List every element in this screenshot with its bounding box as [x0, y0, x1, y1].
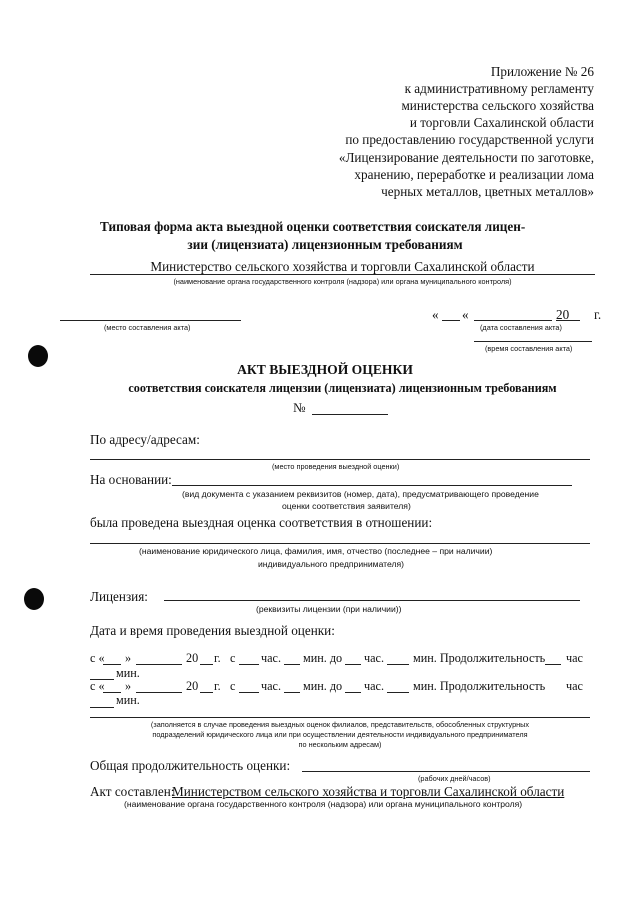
row2-hour-tail: час	[566, 679, 583, 693]
date-year-suffix: г.	[594, 307, 602, 322]
act-title: АКТ ВЫЕЗДНОЙ ОЦЕНКИ	[237, 362, 413, 377]
row2-duration: мин. Продолжительность	[413, 679, 546, 693]
license-line	[164, 600, 580, 601]
time-caption: (время составления акта)	[485, 344, 573, 353]
compiled-caption: (наименование органа государственного контроля (надзора) или органа муниципального контроля)	[124, 799, 523, 809]
address-caption: (место проведения выездной оценки)	[272, 462, 400, 471]
row1-year-line	[200, 664, 213, 665]
basis-label: На основании:	[90, 472, 172, 487]
punch-hole-bottom	[24, 588, 44, 610]
compiled-value: Министерством сельского хозяйства и торговли Сахалинской области	[172, 784, 565, 799]
row2-hour2: час.	[364, 679, 384, 693]
appendix-line-3: министерства сельского хозяйства	[401, 98, 594, 113]
row2-hour2-line	[345, 692, 361, 693]
row1-year: 20	[186, 651, 199, 665]
appendix-line-6: «Лицензирование деятельности по заготовке,	[338, 150, 594, 165]
basis-caption-2: оценки соответствия заявителя)	[282, 501, 411, 511]
row1-s: с	[230, 651, 236, 665]
row2-g: г.	[214, 679, 221, 693]
note-line-1: (заполняется в случае проведения выездных оценок филиалов, представительств, обособленных структурных	[150, 720, 530, 729]
row2-month-line	[136, 692, 182, 693]
row2-s: с	[230, 679, 236, 693]
row2-hour: час.	[261, 679, 281, 693]
row1-hour-line	[239, 664, 259, 665]
row2-min2-line	[387, 692, 409, 693]
date-quote-open: «	[432, 307, 439, 322]
act-subtitle: соответствия соискателя лицензии (лицензиата) лицензионным требованиям	[128, 381, 557, 395]
organ-underline	[90, 274, 595, 275]
total-line	[302, 771, 590, 772]
date-month-line	[474, 320, 552, 321]
row1-hour2: час.	[364, 651, 384, 665]
row2-year-line	[200, 692, 213, 693]
appendix-line-8: черных металлов, цветных металлов»	[381, 184, 594, 199]
place-caption: (место составления акта)	[104, 323, 191, 332]
date-year-prefix: 20	[556, 307, 570, 322]
row1-min-do: мин. до	[303, 651, 343, 665]
compiled-label: Акт составлен:	[90, 784, 175, 799]
date-year-line	[556, 320, 580, 321]
date-quote-close: «	[462, 307, 469, 322]
row2-close-q: »	[125, 679, 132, 693]
basis-caption-1: (вид документа с указанием реквизитов (номер, дата), предусматривающего проведение	[182, 489, 539, 499]
license-label: Лицензия:	[90, 589, 148, 604]
license-caption: (реквизиты лицензии (при наличии))	[256, 604, 402, 614]
organ-caption: (наименование органа государственного контроля (надзора) или органа муниципального контроля)	[173, 277, 512, 286]
organ-name: Министерство сельского хозяйства и торговли Сахалинской области	[150, 259, 535, 274]
regarding-caption-2: индивидуального предпринимателя)	[258, 559, 405, 569]
row2-c: с «	[90, 679, 105, 693]
act-number-label: №	[293, 400, 306, 415]
appendix-line-4: и торговли Сахалинской области	[409, 115, 594, 130]
row1-month-line	[136, 664, 182, 665]
row1-hour2-line	[345, 664, 361, 665]
total-caption: (рабочих дней/часов)	[418, 774, 491, 783]
note-line-2: подразделений юридического лица или при осуществлении деятельности индивидуального предпринимателя	[152, 730, 528, 739]
note-line	[90, 717, 590, 718]
regarding-line	[90, 543, 590, 544]
datetime-label: Дата и время проведения выездной оценки:	[90, 623, 335, 638]
address-label: По адресу/адресам:	[90, 432, 200, 447]
punch-hole-top	[28, 345, 48, 367]
row1-g: г.	[214, 651, 221, 665]
row2-year: 20	[186, 679, 199, 693]
row1-hour: час.	[261, 651, 281, 665]
row1-day-line	[103, 664, 121, 665]
row1-close-q: »	[125, 651, 132, 665]
date-day-line	[442, 320, 460, 321]
row2-min-do: мин. до	[303, 679, 343, 693]
row2-min-end: мин.	[116, 693, 140, 707]
basis-line	[172, 485, 572, 486]
note-line-3: по нескольким адресам)	[298, 740, 382, 749]
form-title-line-2: зии (лицензиата) лицензионным требованиям	[187, 237, 463, 252]
total-label: Общая продолжительность оценки:	[90, 758, 291, 773]
appendix-line-1: Приложение № 26	[490, 64, 594, 79]
row1-min2-line	[387, 664, 409, 665]
row1-dur-line	[545, 664, 561, 665]
row2-min-end-line	[90, 707, 114, 708]
row2-hour-line	[239, 692, 259, 693]
date-caption: (дата составления акта)	[480, 323, 562, 332]
appendix-line-5: по предоставлению государственной услуги	[345, 132, 594, 147]
row2-min-line	[284, 692, 300, 693]
act-number-line	[312, 414, 388, 415]
row1-duration: мин. Продолжительность	[413, 651, 546, 665]
regarding-caption-1: (наименование юридического лица, фамилия, имя, отчество (последнее – при наличии)	[139, 546, 493, 556]
place-underline	[60, 320, 241, 321]
form-title-line-1: Типовая форма акта выездной оценки соответствия соискателя лицен-	[100, 219, 526, 234]
time-underline	[474, 341, 592, 342]
row1-c: с «	[90, 651, 105, 665]
address-line	[90, 459, 590, 460]
row1-min-end: мин.	[116, 666, 140, 680]
appendix-line-2: к административному регламенту	[404, 81, 594, 96]
regarding-label: была проведена выездная оценка соответствия в отношении:	[90, 515, 433, 530]
row1-min-line	[284, 664, 300, 665]
appendix-line-7: хранению, переработке и реализации лома	[354, 167, 594, 182]
row1-hour-tail: час	[566, 651, 583, 665]
